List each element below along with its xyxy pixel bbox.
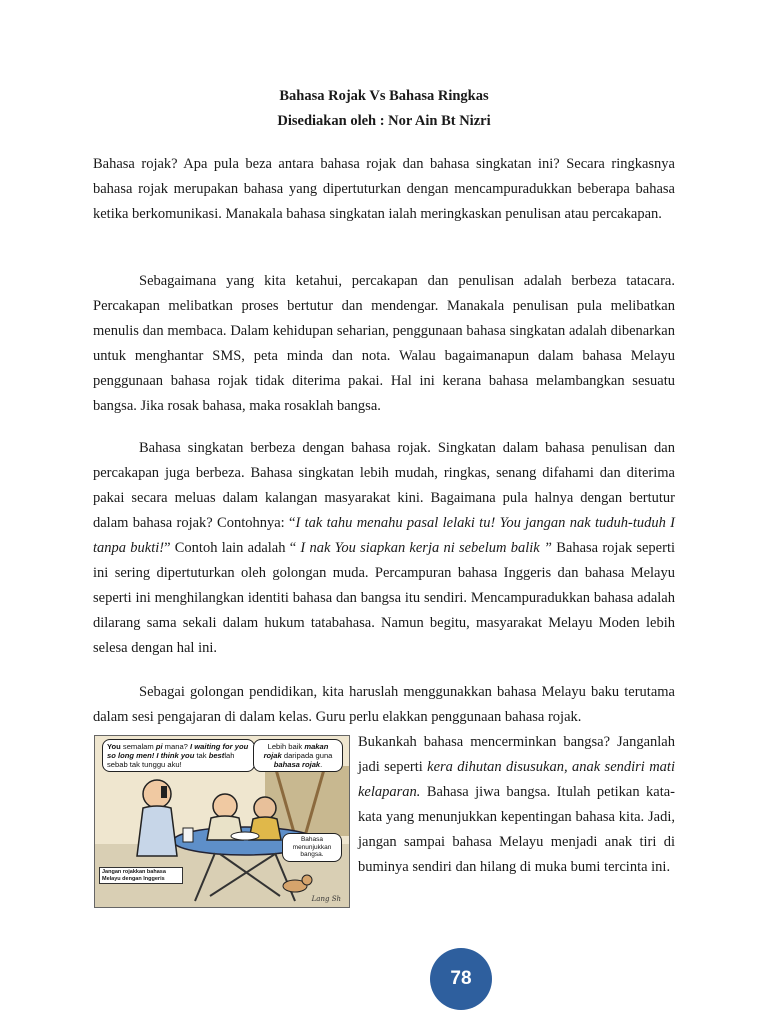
cartoon-sign: Jangan rojakkan bahasa Melayu dengan Inggeris xyxy=(99,867,183,884)
paragraph-3 xyxy=(93,436,675,661)
editorial-cartoon xyxy=(94,735,350,908)
paragraph-3-quote-2: I nak You siapkan kerja ni sebelum balik ” xyxy=(300,540,552,556)
document-title: Bahasa Rojak Vs Bahasa Ringkas xyxy=(279,88,489,104)
speech-bubble-right xyxy=(253,739,343,772)
paragraph-3-quote-1: I tak tahu menahu pasal lelaki tu! You jangan nak tuduh-tuduh I tanpa bukti! xyxy=(93,515,675,556)
bubble1-english: I waiting for you so long men! I think you xyxy=(107,742,249,760)
cartoonist-signature: Lang Sh xyxy=(311,895,341,903)
paragraph-4-proverb: kera dihutan disusukan, anak sendiri mati kelaparan. xyxy=(358,759,675,800)
bubble2-text-2: daripada guna xyxy=(281,751,333,760)
bubble2-bahasa-rojak: bahasa rojak xyxy=(273,760,321,769)
speech-bubble-small: Bahasa menunjukkan bangsa. xyxy=(282,833,342,862)
bubble1-you: You xyxy=(107,742,121,751)
page-number-badge xyxy=(430,948,492,1010)
bubble1-text-1: semalam xyxy=(120,742,156,751)
page-number: 78 xyxy=(450,968,472,989)
paragraph-4-text-1: Bukankah bahasa mencerminkan bangsa? Janganlah jadi seperti xyxy=(358,734,675,775)
paragraph-3-text-a: Bahasa singkatan berbeza dengan bahasa rojak. Singkatan dalam bahasa penulisan dan percakapan juga berbeza. Bahasa singkatan lebih mudah, ringkas, senang difahami dan diterima pakai secara meluas dalam kalangan masyarakat kini. Bagaimana pula halnya dengan bertutur dalam bahasa rojak? Contohnya: “ xyxy=(93,440,675,531)
speech-bubble-left xyxy=(102,739,255,772)
paragraph-1: Bahasa rojak? Apa pula beza antara bahasa rojak dan bahasa singkatan ini? Secara ringkasnya bahasa rojak merupakan bahasa yang dipertuturkan dengan mencampuradukkan beberapa bahasa ketika berkomunikasi. Manakala bahasa singkatan ialah meringkaskan penulisan atau percakapan. xyxy=(93,156,675,222)
paragraph-3-text-b: ” Contoh lain adalah “ xyxy=(164,540,301,556)
paragraph-3-text-c: Bahasa rojak seperti ini sering dipertuturkan oleh golongan muda. Percampuran bahasa Inggeris dan bahasa Melayu seperti ini menghilangkan identiti bahasa dan bangsa itu sendiri. Mencampuradukkan bahasa adalah dilarang sama sekali dalam hukum tatabahasa. Namun begitu, masyarakat Melayu Moden lebih selesa dengan hal ini. xyxy=(93,540,676,656)
bubble2-text-3: . xyxy=(320,760,323,769)
bubble2-makan-rojak: makan rojak xyxy=(263,742,329,760)
paragraph-4: Sebagai golongan pendidikan, kita haruslah menggunakkan bahasa Melayu baku terutama dalam sesi pengajaran di dalam kelas. Guru perlu elakkan penggunaan bahasa rojak. xyxy=(93,684,675,725)
author-line: Disediakan oleh : Nor Ain Bt Nizri xyxy=(277,113,491,129)
bubble1-pi: pi xyxy=(155,742,163,751)
bubble1-text-3: tak xyxy=(194,751,209,760)
paragraph-4-text-2: Bahasa jiwa bangsa. Itulah petikan kata-kata yang menunjukkan kepentingan bahasa kita. Jadi, jangan sampai bahasa Melayu menjadi anak tiri di buminya sendiri dan hilang di muka bumi tercinta ini. xyxy=(358,784,675,875)
bubble1-best: best xyxy=(208,751,225,760)
bubble2-text-1: Lebih baik xyxy=(267,742,305,751)
paragraph-4-continued xyxy=(358,730,675,880)
bubble1-text-2: mana? xyxy=(162,742,191,751)
bubble1-text-4: lah sebab tak tunggu aku! xyxy=(107,751,235,769)
paragraph-2: Sebagaimana yang kita ketahui, percakapan dan penulisan adalah berbeza tatacara. Percakapan melibatkan proses bertutur dan mendengar. Manakala penulisan pula melibatkan menulis dan membaca. Dalam kehidupan seharian, penggunaan bahasa singkatan adalah dibenarkan untuk menghantar SMS, peta minda dan nota. Walau bagaimanapun dalam bahasa Melayu penggunaan bahasa rojak tidak diterima pakai. Hal ini kerana bahasa melambangkan sesuatu bangsa. Jika rosak bahasa, maka rosaklah bangsa. xyxy=(93,273,675,414)
